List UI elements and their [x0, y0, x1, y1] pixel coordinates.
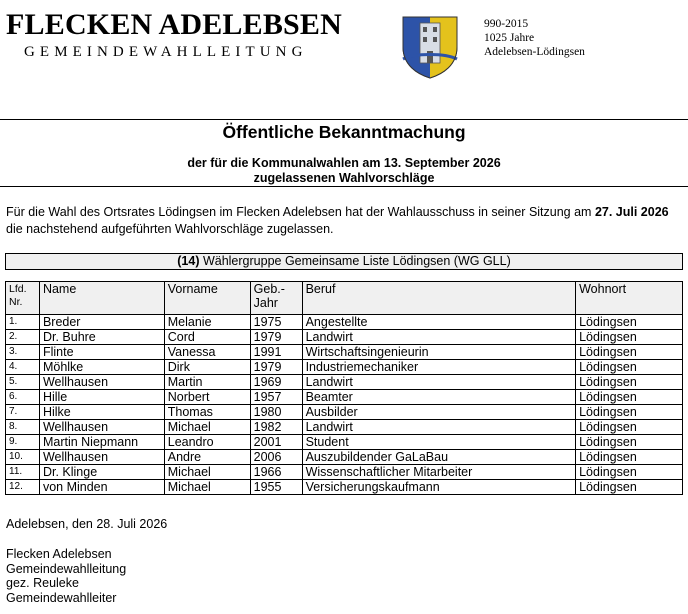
- intro-date: 27. Juli 2026: [594, 205, 669, 219]
- header-name: Name: [39, 282, 164, 315]
- divider-top: [0, 119, 688, 120]
- cell-vorname: Martin: [164, 375, 250, 390]
- cell-geb-jahr: 1966: [250, 465, 302, 480]
- cell-geb-jahr: 1979: [250, 330, 302, 345]
- cell-wohnort: Lödingsen: [576, 465, 683, 480]
- cell-beruf: Landwirt: [302, 330, 576, 345]
- table-row: [6, 405, 683, 420]
- cell-name: Martin Niepmann: [39, 435, 164, 450]
- table-row: [6, 315, 683, 330]
- intro-text: die nachstehend aufgeführten Wahlvorschläge zugelassen.: [6, 222, 334, 236]
- intro-paragraph: [6, 204, 686, 238]
- table-row: [6, 435, 683, 450]
- cell-geb-jahr: 1975: [250, 315, 302, 330]
- header-geb-jahr: [250, 282, 302, 315]
- group-name: Wählergruppe Gemeinsame Liste Lödingsen (WG GLL): [199, 254, 511, 268]
- cell-geb-jahr: 1980: [250, 405, 302, 420]
- cell-geb-jahr: 2006: [250, 450, 302, 465]
- cell-geb-jahr: 1979: [250, 360, 302, 375]
- table-row: [6, 450, 683, 465]
- row-number: 12.: [6, 480, 40, 495]
- cell-wohnort: Lödingsen: [576, 435, 683, 450]
- row-number: 3.: [6, 345, 40, 360]
- cell-wohnort: Lödingsen: [576, 375, 683, 390]
- cell-wohnort: Lödingsen: [576, 360, 683, 375]
- anniversary-line: 990-2015: [484, 18, 529, 30]
- anniversary-line: 1025 Jahre: [484, 32, 535, 44]
- org-title: FLECKEN ADELEBSEN: [6, 8, 342, 41]
- cell-wohnort: Lödingsen: [576, 330, 683, 345]
- row-number: 8.: [6, 420, 40, 435]
- group-number: (14): [177, 254, 200, 268]
- row-number: 2.: [6, 330, 40, 345]
- intro-text: Für die Wahl des Ortsrates Lödingsen im Flecken Adelebsen hat der Wahlausschuss in seiner Sitzung am: [6, 205, 595, 219]
- table-row: [6, 360, 683, 375]
- row-number: 4.: [6, 360, 40, 375]
- row-number: 5.: [6, 375, 40, 390]
- dateline: Adelebsen, den 28. Juli 2026: [6, 517, 168, 531]
- signature-line: Gemeindewahlleitung: [6, 561, 127, 576]
- cell-wohnort: Lödingsen: [576, 420, 683, 435]
- cell-beruf: Versicherungskaufmann: [302, 480, 576, 495]
- cell-vorname: Michael: [164, 465, 250, 480]
- cell-wohnort: Lödingsen: [576, 315, 683, 330]
- notice-subtitle: [0, 156, 688, 186]
- cell-vorname: Cord: [164, 330, 250, 345]
- anniversary-note: [484, 17, 585, 59]
- cell-geb-jahr: 1957: [250, 390, 302, 405]
- divider-bottom: [0, 186, 688, 187]
- cell-beruf: Wirtschaftsingenieurin: [302, 345, 576, 360]
- cell-name: Wellhausen: [39, 450, 164, 465]
- cell-geb-jahr: 1991: [250, 345, 302, 360]
- org-subtitle: GEMEINDEWAHLLEITUNG: [24, 44, 308, 60]
- cell-vorname: Michael: [164, 420, 250, 435]
- row-number: 6.: [6, 390, 40, 405]
- header-vorname: Vorname: [164, 282, 250, 315]
- cell-geb-jahr: 1982: [250, 420, 302, 435]
- cell-name: Dr. Klinge: [39, 465, 164, 480]
- cell-beruf: Wissenschaftlicher Mitarbeiter: [302, 465, 576, 480]
- header-lfd-line: Nr.: [9, 296, 23, 308]
- signature-line: Flecken Adelebsen: [6, 547, 112, 561]
- row-number: 1.: [6, 315, 40, 330]
- row-number: 7.: [6, 405, 40, 420]
- table-row: [6, 390, 683, 405]
- cell-beruf: Beamter: [302, 390, 576, 405]
- signature-line: Gemeindewahlleiter: [6, 590, 117, 605]
- cell-vorname: Norbert: [164, 390, 250, 405]
- cell-name: Wellhausen: [39, 420, 164, 435]
- signature-block: [6, 547, 126, 605]
- row-number: 9.: [6, 435, 40, 450]
- table-row: [6, 465, 683, 480]
- cell-beruf: Student: [302, 435, 576, 450]
- candidate-table: [5, 281, 683, 495]
- cell-name: von Minden: [39, 480, 164, 495]
- cell-wohnort: Lödingsen: [576, 345, 683, 360]
- table-header-row: [6, 282, 683, 315]
- cell-name: Hille: [39, 390, 164, 405]
- coat-of-arms-crest-icon: [401, 15, 459, 79]
- cell-vorname: Andre: [164, 450, 250, 465]
- cell-vorname: Michael: [164, 480, 250, 495]
- table-row: [6, 420, 683, 435]
- header-geb-line: Jahr: [253, 296, 278, 310]
- header-beruf: Beruf: [302, 282, 576, 315]
- cell-beruf: Landwirt: [302, 420, 576, 435]
- cell-beruf: Ausbilder: [302, 405, 576, 420]
- cell-beruf: Industriemechaniker: [302, 360, 576, 375]
- notice-subtitle-line: zugelassenen Wahlvorschläge: [253, 171, 435, 185]
- cell-geb-jahr: 1969: [250, 375, 302, 390]
- cell-name: Wellhausen: [39, 375, 164, 390]
- cell-name: Breder: [39, 315, 164, 330]
- cell-vorname: Vanessa: [164, 345, 250, 360]
- cell-vorname: Melanie: [164, 315, 250, 330]
- cell-beruf: Landwirt: [302, 375, 576, 390]
- cell-vorname: Dirk: [164, 360, 250, 375]
- candidate-rows: [6, 315, 683, 495]
- row-number: 11.: [6, 465, 40, 480]
- cell-name: Möhlke: [39, 360, 164, 375]
- cell-vorname: Leandro: [164, 435, 250, 450]
- header-wohnort: Wohnort: [576, 282, 683, 315]
- table-row: [6, 375, 683, 390]
- cell-wohnort: Lödingsen: [576, 405, 683, 420]
- row-number: 10.: [6, 450, 40, 465]
- table-row: [6, 330, 683, 345]
- header-lfd-line: Lfd.: [9, 283, 27, 295]
- cell-beruf: Angestellte: [302, 315, 576, 330]
- header-geb-line: Geb.-: [253, 282, 285, 296]
- cell-vorname: Thomas: [164, 405, 250, 420]
- cell-geb-jahr: 1955: [250, 480, 302, 495]
- cell-name: Dr. Buhre: [39, 330, 164, 345]
- group-header: [5, 253, 683, 270]
- anniversary-line: Adelebsen-Lödingsen: [484, 46, 585, 58]
- cell-name: Flinte: [39, 345, 164, 360]
- header-lfd-nr: [6, 282, 40, 315]
- cell-name: Hilke: [39, 405, 164, 420]
- notice-title: Öffentliche Bekanntmachung: [222, 122, 466, 142]
- cell-beruf: Auszubildender GaLaBau: [302, 450, 576, 465]
- signature-line: gez. Reuleke: [6, 576, 79, 590]
- cell-wohnort: Lödingsen: [576, 390, 683, 405]
- cell-geb-jahr: 2001: [250, 435, 302, 450]
- table-row: [6, 345, 683, 360]
- table-row: [6, 480, 683, 495]
- cell-wohnort: Lödingsen: [576, 450, 683, 465]
- notice-subtitle-line: der für die Kommunalwahlen am 13. September 2026: [187, 156, 501, 170]
- cell-wohnort: Lödingsen: [576, 480, 683, 495]
